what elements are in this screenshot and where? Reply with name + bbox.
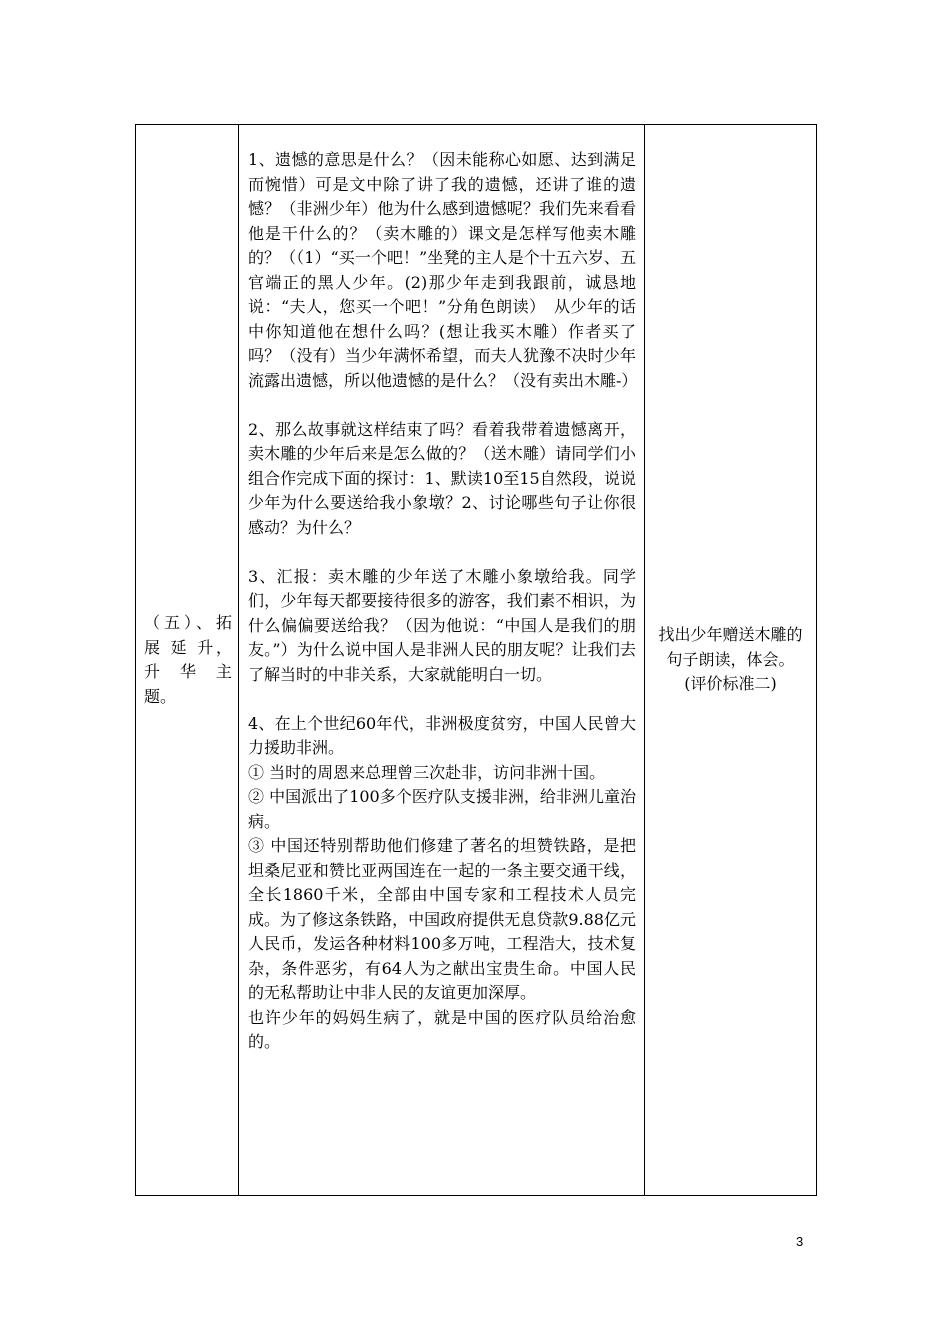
- stage-line: 题。: [144, 686, 177, 706]
- paragraph-4: 4、在上个世纪60年代，非洲极度贫穷，中国人民曾大力援助非洲。: [248, 713, 636, 757]
- stage-line: （五）、拓: [144, 613, 232, 632]
- paragraph-1: 1、遗憾的意思是什么？（因未能称心如愿、达到满足而惋惜）可是文中除了讲了我的遗憾，还讲了谁的遗憾？（非洲少年）他为什么感到遗憾呢？我们先来看看他是干什么的？（卖木雕的）课文是怎样写他卖木雕的？（（1）“买一个吧！”坐凳的主人是个十五六岁、五官端正的黑人少年。(2)那少年走到我跟前，诚恳地说：“夫人，您买一个吧！”分角色朗读） 从少年的话中你知道他在想什么吗？(想让我买木雕）作者买了吗？（没有）当少年满怀希望，而夫人犹豫不决时少年流露出遗憾，所以他遗憾的是什么？（没有卖出木雕-）: [248, 150, 638, 390]
- evaluation-cell: [645, 125, 817, 1196]
- stage-cell: [136, 125, 239, 1196]
- page-number: 3: [796, 1234, 804, 1249]
- paragraph-4-item-1: ① 当时的周恩来总理曾三次赴非，访问非洲十国。: [248, 762, 606, 782]
- paragraph-closing: 也许少年的妈妈生病了，就是中国的医疗队员给治愈的。: [248, 1007, 636, 1051]
- lesson-plan-table: [135, 124, 817, 1196]
- paragraph-4-item-3: ③ 中国还特别帮助他们修建了著名的坦赞铁路，是把坦桑尼亚和赞比亚两国连在一起的一条主要交通干线，全长1860千米，全部由中国专家和工程技术人员完成。为了修这条铁路，中国政府提供无息贷款9.88亿元人民币，发运各种材料100多万吨，工程浩大，技术复杂，条件恶劣，有64人为之献出宝贵生命。中国人民的无私帮助让中非人民的友谊更加深厚。: [248, 836, 636, 1002]
- content-cell: [239, 125, 645, 1196]
- evaluation-text: 找出少年赠送木雕的句子朗读，体会。(评价标准二): [658, 625, 803, 694]
- paragraph-2: 2、那么故事就这样结束了吗？看着我带着遗憾离开，卖木雕的少年后来是怎么做的？（送木雕）请同学们小组合作完成下面的探讨：1、默读10至15自然段，说说少年为什么要送给我小象墩？2、讨论哪些句子让你很感动？为什么？: [248, 419, 636, 537]
- stage-line: 升 华 主: [144, 662, 232, 681]
- paragraph-3: 3、汇报：卖木雕的少年送了木雕小象墩给我。同学们，少年每天都要接待很多的游客，我们素不相识，为什么偏偏要送给我？（因为他说：“中国人是我们的朋友。”）为什么说中国人是非洲人民的朋友呢？让我们去了解当时的中非关系，大家就能明白一切。: [248, 566, 636, 684]
- table-row: [136, 125, 817, 1196]
- stage-line: 展 延 升，: [144, 637, 232, 657]
- paragraph-4-item-2: ② 中国派出了100多个医疗队支援非洲，给非洲儿童治病。: [248, 787, 636, 831]
